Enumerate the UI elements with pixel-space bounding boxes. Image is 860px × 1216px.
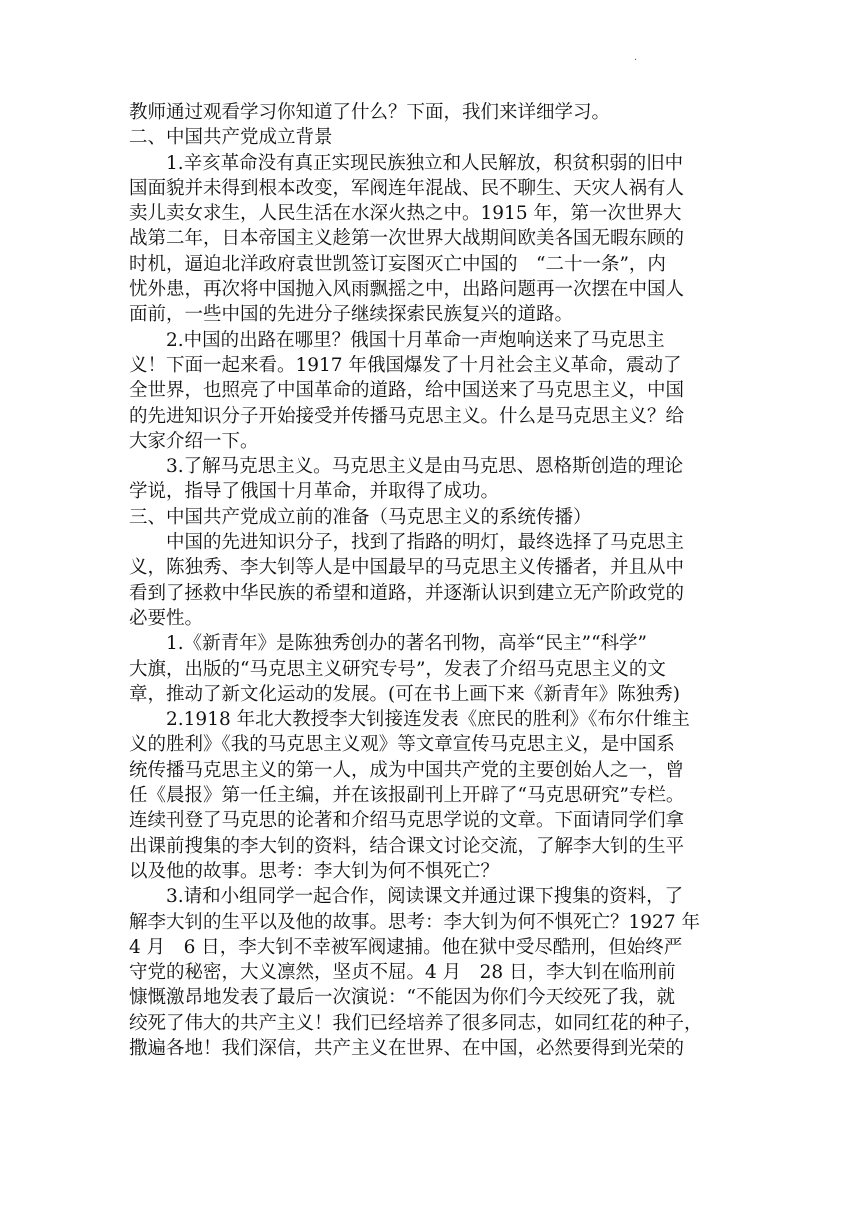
text-line: 任《晨报》第一任主编，并在该报副刊上开辟了“马克思研究”专栏。 bbox=[129, 785, 685, 807]
text-line: 统传播马克思主义的第一人，成为中国共产党的主要创始人之一，曾 bbox=[129, 759, 685, 781]
text-line: 章，推动了新文化运动的发展。(可在书上画下来《新青年》陈独秀) bbox=[129, 683, 680, 705]
text-line: 义的胜利》《我的马克思主义观》等文章宣传马克思主义，是中国系 bbox=[129, 734, 675, 756]
text-line: 忧外患，再次将中国抛入风雨飘摇之中，出路问题再一次摆在中国人 bbox=[129, 279, 685, 301]
text-line: 看到了拯救中华民族的希望和道路，并逐渐认识到建立无产阶政党的 bbox=[129, 582, 685, 604]
text-line: 教师通过观看学习你知道了什么？下面，我们来详细学习。 bbox=[129, 102, 611, 123]
text-line: 绞死了伟大的共产主义！我们已经培养了很多同志，如同红花的种子， bbox=[129, 1012, 703, 1034]
text-line: 卖儿卖女求生，人民生活在水深火热之中。1915 年，第一次世界大 bbox=[129, 203, 682, 225]
text-line: 1.辛亥革命没有真正实现民族独立和人民解放，积贫积弱的旧中 bbox=[129, 152, 684, 174]
text-line: 面前，一些中国的先进分子继续探索民族复兴的道路。 bbox=[129, 304, 574, 326]
text-line: 国面貌并未得到根本改变，军阀连年混战、民不聊生、天灾人祸有人 bbox=[129, 177, 685, 199]
text-line: 撒遍各地！我们深信，共产主义在世界、在中国，必然要得到光荣的 bbox=[129, 1037, 685, 1059]
text-line: 连续刊登了马克思的论著和介绍马克思学说的文章。下面请同学们拿 bbox=[129, 810, 685, 832]
text-line: 必要性。 bbox=[129, 607, 204, 629]
text-line: 时机，逼迫北洋政府袁世凯签订妄图灭亡中国的 “二十一条”，内 bbox=[129, 253, 666, 275]
text-line: 3.了解马克思主义。马克思主义是由马克思、恩格斯创造的理论 bbox=[129, 456, 684, 478]
body-text bbox=[129, 100, 743, 1061]
text-line: 二、中国共产党成立背景 bbox=[129, 127, 333, 149]
text-line: 慷慨激昂地发表了最后一次演说：“不能因为你们今天绞死了我，就 bbox=[129, 987, 675, 1009]
text-line: 出课前搜集的李大钊的资料，结合课文讨论交流，了解李大钊的生平 bbox=[129, 835, 685, 857]
text-line: 学说，指导了俄国十月革命，并取得了成功。 bbox=[129, 481, 500, 503]
text-line: 义！下面一起来看。1917 年俄国爆发了十月社会主义革命，震动了 bbox=[129, 354, 682, 376]
text-line: 2.中国的出路在哪里？俄国十月革命一声炮响送来了马克思主 bbox=[129, 329, 665, 351]
text-line: 3.请和小组同学一起合作，阅读课文并通过课下搜集的资料，了 bbox=[129, 886, 684, 908]
text-line: 全世界，也照亮了中国革命的道路，给中国送来了马克思主义，中国 bbox=[129, 380, 685, 402]
text-line: 1.《新青年》是陈独秀创办的著名刊物，高举“民主”“科学” bbox=[129, 633, 647, 655]
text-line: 义，陈独秀、李大钊等人是中国最早的马克思主义传播者，并且从中 bbox=[129, 557, 685, 579]
text-line: 以及他的故事。思考：李大钊为何不惧死亡？ bbox=[129, 860, 500, 882]
text-line: 4 月 6 日，李大钊不幸被军阀逮捕。他在狱中受尽酷刑，但始终严 bbox=[129, 936, 683, 958]
text-line: 中国的先进知识分子，找到了指路的明灯，最终选择了马克思主 bbox=[129, 532, 685, 554]
text-line: 守党的秘密，大义凛然，坚贞不屈。4 月 28 日，李大钊在临刑前 bbox=[129, 962, 676, 984]
text-line: 大家介绍一下。 bbox=[129, 430, 259, 452]
text-line: 的先进知识分子开始接受并传播马克思主义。什么是马克思主义？给 bbox=[129, 405, 685, 427]
corner-mark: . bbox=[634, 52, 638, 63]
text-line: 2.1918 年北大教授李大钊接连发表《庶民的胜利》《布尔什维主 bbox=[129, 709, 690, 731]
text-line: 解李大钊的生平以及他的故事。思考：李大钊为何不惧死亡？1927 年 bbox=[129, 911, 700, 933]
text-line: 战第二年，日本帝国主义趁第一次世界大战期间欧美各国无暇东顾的 bbox=[129, 228, 685, 250]
text-line: 大旗，出版的“马克思主义研究专号”，发表了介绍马克思主义的文 bbox=[129, 658, 666, 680]
text-line: 三、中国共产党成立前的准备（马克思主义的系统传播） bbox=[129, 506, 592, 528]
